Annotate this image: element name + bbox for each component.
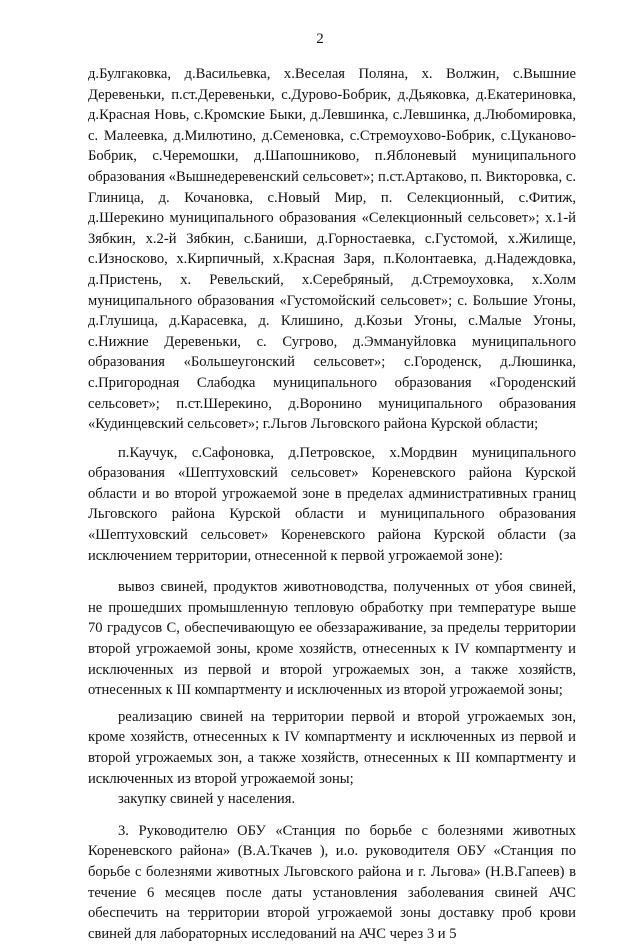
paragraph-item-3: 3. Руководителю ОБУ «Станция по борьбе с болезнями животных Кореневского района» (В.А.Ткачев ), и.о. руководителя ОБУ «Станция по борьбе с болезнями животных Льговского района и г. Льгова» (Н.В.Гапеев) в течение 6 месяцев после даты установления заболевания свиней АЧС обеспечить на территории второй угрожаемой зоны доставку проб крови свиней для лабораторных исследований на АЧС через 3 и 5: [88, 822, 576, 942]
paragraph-settlements-list: д.Булгаковка, д.Васильевка, х.Веселая Поляна, х. Волжин, с.Вышние Деревеньки, п.ст.Деревеньки, с.Дурово-Бобрик, д.Дьяковка, д.Екатериновка, д.Красная Новь, с.Кромские Быки, д.Левшинка, с.Левшинка, д.Любомировка, с. Малеевка, д.Милютино, д.Семеновка, с.Стремоухово-Бобрик, с.Цуканово-Бобрик, с.Черемошки, д.Шапошниково, п.Яблоневый муниципального образования «Вышнедеревенский сельсовет»; п.ст.Артаково, п. Викторовка, с. Глиница, д. Кочановка, с.Новый Мир, п. Селекционный, с.Фитиж, д.Шерекино муниципального образования «Селекционный сельсовет»; х.1-й Зябкин, х.2-й Зябкин, с.Баниши, д.Горностаевка, с.Густомой, х.Жилище, с.Износково, х.Кирпичный, х.Красная Заря, п.Колонтаевка, д.Надеждовка, д.Пристень, х. Ревельский, х.Серебряный, д.Стремоуховка, х.Холм муниципального образования «Густомойский сельсовет»; с. Большие Угоны, д.Глушица, д.Карасевка, д. Клишино, д.Козьи Угоны, с.Малые Угоны, с.Нижние Деревеньки, с. Сугрово, д.Эммануйловка муниципального образования «Большеугонский сельсовет»; с.Городенск, д.Люшинка, с.Пригородная Слабодка муниципального образования «Городенский сельсовет»; п.ст.Шерекино, д.Воронино муниципального образования «Кудинцевский сельсовет»; г.Льгов Льговского района Курской области;: [88, 66, 576, 433]
paragraph-purchase-ban: закупку свиней у населения.: [118, 791, 296, 808]
paragraph-export-ban: вывоз свиней, продуктов животноводства, полученных от убоя свиней, не прошедших промышленную тепловую обработку при температуре выше 70 градусов С, обеспечивающую ее обеззараживание, за пределы территории второй угрожаемой зоны, кроме хозяйств, отнесенных к IV компартменту и исключенных из первой и второй угрожаемых зон, а также хозяйств, отнесенных к III компартменту и исключенных из второй угрожаемой зоны;: [88, 579, 576, 699]
page-number: 2: [316, 31, 324, 47]
document-body: [88, 64, 576, 944]
paragraph-sale-ban: реализацию свиней на территории первой и второй угрожаемых зон, кроме хозяйств, отнесенных к IV компартменту и исключенных из первой и второй угрожаемых зон, а также хозяйств, отнесенных к III компартменту и исключенных из второй угрожаемой зоны;: [88, 708, 576, 787]
paragraph-kauchuk-zone: п.Каучук, с.Сафоновка, д.Петровское, х.Мордвин муниципального образования «Шептуховский сельсовет» Кореневского района Курской области и во второй угрожаемой зоне в пределах административных границ Льговского района Курской области и муниципального образования «Шептуховский сельсовет» Кореневского района Курской области (за исключением территории, отнесенной к первой угрожаемой зоне):: [88, 444, 576, 564]
